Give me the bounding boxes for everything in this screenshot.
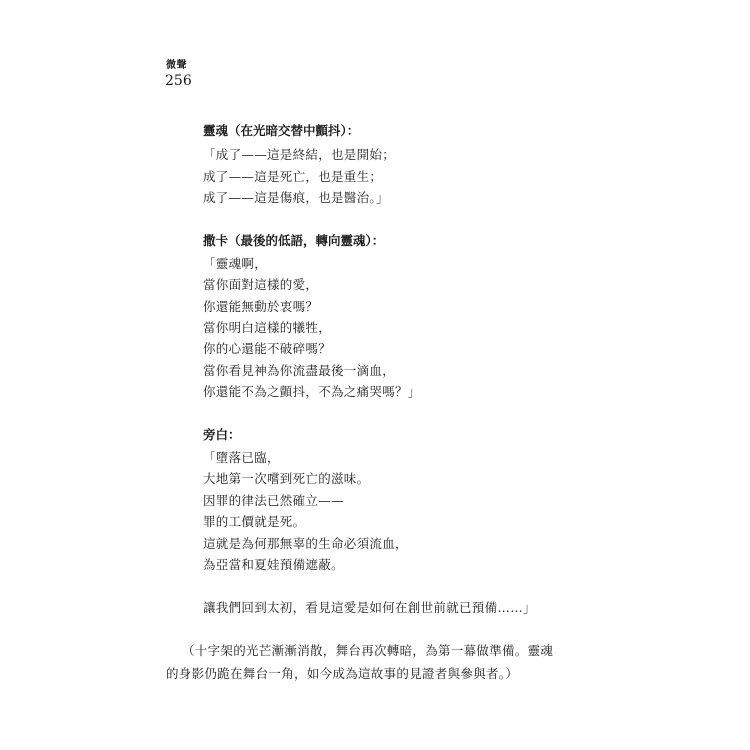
verse-line: 「墮落已臨， [203,450,280,465]
verse-line: 「成了——這是終結，也是開始； [203,147,396,162]
page-number: 256 [165,73,192,89]
verse-line: 你的心還能不破碎嗎？ [203,341,332,356]
verse-line: 當你看見神為你流盡最後一滴血， [203,363,396,378]
speaker-heading: 撒卡（最後的低語，轉向靈魂）： [203,233,385,248]
verse-line: 因罪的律法已然確立—— [203,493,344,508]
stage-direction: （十字架的光芒漸漸消散，舞台再次轉暗，為第一幕做準備。靈魂 [182,643,554,658]
verse-line: 成了——這是死亡，也是重生； [203,169,383,184]
verse-line: 這就是為何那無辜的生命必須流血， [203,536,408,551]
verse-line: 大地第一次嚐到死亡的滋味。 [203,471,370,486]
verse-line: 你還能無動於衷嗎？ [203,299,319,314]
verse-line: 罪的工價就是死。 [203,514,306,529]
verse-line: 你還能不為之顫抖，不為之痛哭嗎？」 [203,384,421,399]
verse-line: 「靈魂啊， [203,256,268,271]
running-header: 微聲 [166,60,187,71]
verse-line: 為亞當和夏娃預備遮蔽。 [203,557,344,572]
verse-line: 當你面對這樣的愛， [203,277,319,292]
speaker-heading: 旁白： [203,427,241,442]
verse-line: 當你明白這樣的犧牲， [203,320,332,335]
speaker-heading: 靈魂（在光暗交替中顫抖）： [203,123,360,138]
stage-direction: 的身影仍跪在舞台一角，如今成為這故事的見證者與參與者。） [166,666,519,681]
verse-line: 讓我們回到太初，看見這愛是如何在創世前就已預備……」 [203,600,536,615]
verse-line: 成了——這是傷痕，也是醫治。」 [203,190,389,205]
